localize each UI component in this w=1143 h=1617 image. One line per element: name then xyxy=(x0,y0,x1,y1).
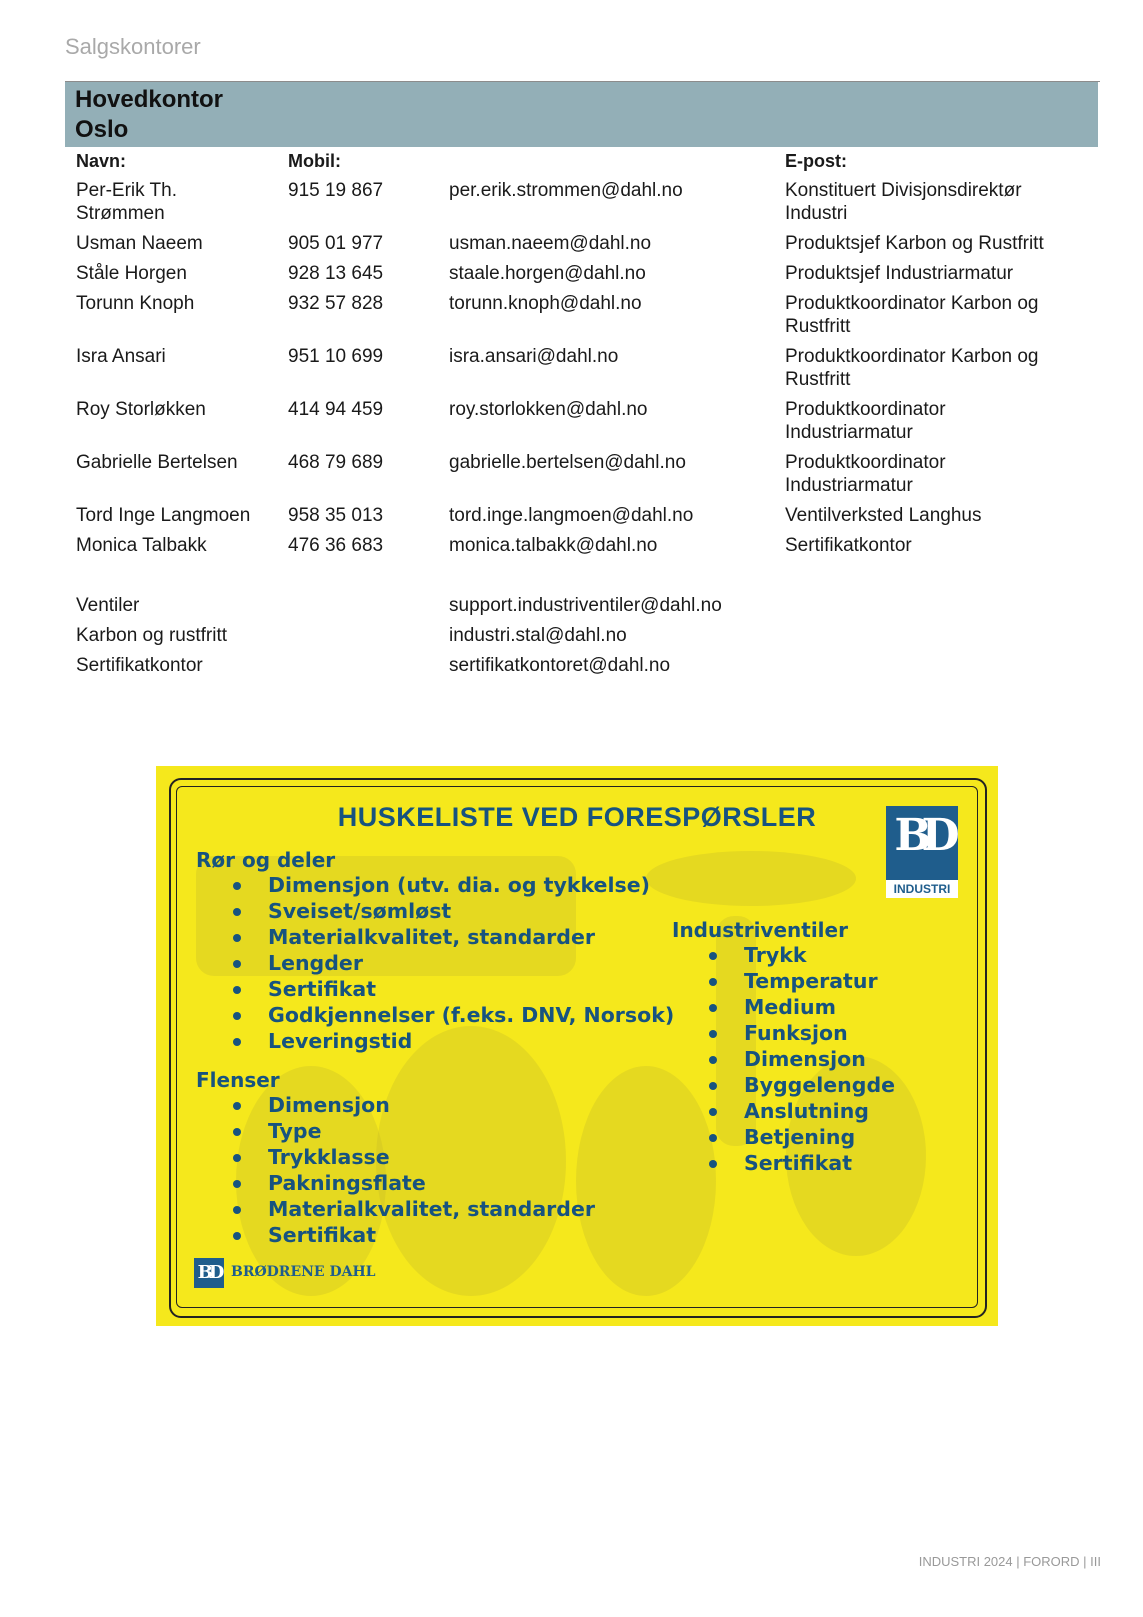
contact-email[interactable]: per.erik.strommen@dahl.no xyxy=(449,180,683,201)
department-row xyxy=(76,624,1096,654)
table-row xyxy=(76,262,1096,292)
flenser-section xyxy=(196,1068,595,1248)
list-item: Dimensjon xyxy=(672,1046,895,1072)
ror-section xyxy=(196,848,674,1054)
contact-name: Ståle Horgen xyxy=(76,263,187,284)
contact-mobile: 414 94 459 xyxy=(288,399,384,420)
contact-email[interactable]: staale.horgen@dahl.no xyxy=(449,263,646,284)
list-item: Materialkvalitet, standarder xyxy=(196,924,674,950)
department-email[interactable]: support.industriventiler@dahl.no xyxy=(449,595,722,616)
list-item: Trykklasse xyxy=(196,1144,595,1170)
list-item: Type xyxy=(196,1118,595,1144)
contact-mobile: 932 57 828 xyxy=(288,293,384,314)
list-item: Lengder xyxy=(196,950,674,976)
contact-name: Isra Ansari xyxy=(76,346,166,367)
list-item: Materialkvalitet, standarder xyxy=(196,1196,595,1222)
logo-monogram: BD xyxy=(894,810,950,861)
contact-name: Gabrielle Bertelsen xyxy=(76,452,238,473)
contact-email[interactable]: usman.naeem@dahl.no xyxy=(449,233,652,254)
header-email: E-post: xyxy=(785,151,847,171)
department-name: Ventiler xyxy=(76,595,140,616)
flenser-heading: Flenser xyxy=(196,1068,280,1092)
contact-email[interactable]: monica.talbakk@dahl.no xyxy=(449,535,658,556)
page-footer: INDUSTRI 2024 | FORORD | III xyxy=(918,1554,1101,1569)
contact-title: Ventilverksted Langhus xyxy=(785,505,982,526)
contact-mobile: 958 35 013 xyxy=(288,505,384,526)
contact-title: Produktkoordinator Industriarmatur xyxy=(785,399,946,443)
table-row xyxy=(76,345,1096,398)
table-row xyxy=(76,398,1096,451)
ventiler-list xyxy=(672,942,895,1176)
contact-mobile: 905 01 977 xyxy=(288,233,384,254)
contact-email[interactable]: roy.storlokken@dahl.no xyxy=(449,399,648,420)
contact-email[interactable]: torunn.knoph@dahl.no xyxy=(449,293,642,314)
list-item: Sertifikat xyxy=(196,976,674,1002)
list-item: Byggelengde xyxy=(672,1072,895,1098)
contact-name: Monica Talbakk xyxy=(76,535,207,556)
contact-title: Konstituert Divisjonsdirektør Industri xyxy=(785,180,1022,224)
list-item: Dimensjon xyxy=(196,1092,595,1118)
list-item: Dimensjon (utv. dia. og tykkelse) xyxy=(196,872,674,898)
contact-email[interactable]: gabrielle.bertelsen@dahl.no xyxy=(449,452,686,473)
header-name: Navn: xyxy=(76,151,127,171)
list-item: Sertifikat xyxy=(672,1150,895,1176)
contact-mobile: 928 13 645 xyxy=(288,263,384,284)
checklist-poster xyxy=(156,766,998,1326)
office-header-city: Oslo xyxy=(75,116,129,143)
contact-mobile: 468 79 689 xyxy=(288,452,384,473)
department-row xyxy=(76,594,1096,624)
department-email[interactable]: industri.stal@dahl.no xyxy=(449,625,627,646)
contact-title: Produktkoordinator Karbon og Rustfritt xyxy=(785,346,1039,390)
list-item: Sveiset/sømløst xyxy=(196,898,674,924)
contacts-table xyxy=(76,150,1096,684)
table-row xyxy=(76,292,1096,345)
list-item: Trykk xyxy=(672,942,895,968)
section-title: Salgskontorer xyxy=(65,34,201,59)
header-mobile: Mobil: xyxy=(288,151,341,171)
list-item: Godkjennelser (f.eks. DNV, Norsok) xyxy=(196,1002,674,1028)
list-item: Sertifikat xyxy=(196,1222,595,1248)
table-row xyxy=(76,451,1096,504)
contact-email[interactable]: isra.ansari@dahl.no xyxy=(449,346,619,367)
list-item: Anslutning xyxy=(672,1098,895,1124)
table-row xyxy=(76,232,1096,262)
contact-name: Torunn Knoph xyxy=(76,293,195,314)
list-item: Pakningsflate xyxy=(196,1170,595,1196)
contact-title: Produktkoordinator Industriarmatur xyxy=(785,452,946,496)
office-header-title: Hovedkontor xyxy=(75,86,224,113)
ror-list xyxy=(196,872,674,1054)
list-item: Leveringstid xyxy=(196,1028,674,1054)
contact-title: Produktsjef Industriarmatur xyxy=(785,263,1014,284)
department-email[interactable]: sertifikatkontoret@dahl.no xyxy=(449,655,671,676)
list-item: Betjening xyxy=(672,1124,895,1150)
contact-mobile: 951 10 699 xyxy=(288,346,384,367)
brand-name: BRØDRENE DAHL xyxy=(231,1264,376,1280)
contact-title: Sertifikatkontor xyxy=(785,535,912,556)
table-row xyxy=(76,179,1096,232)
table-header-row xyxy=(76,150,1096,179)
table-row xyxy=(76,534,1096,594)
list-item: Medium xyxy=(672,994,895,1020)
flenser-list xyxy=(196,1092,595,1248)
table-row xyxy=(76,504,1096,534)
ror-heading: Rør og deler xyxy=(196,848,336,872)
contact-email[interactable]: tord.inge.langmoen@dahl.no xyxy=(449,505,694,526)
contact-mobile: 915 19 867 xyxy=(288,180,384,201)
contact-title: Produktsjef Karbon og Rustfritt xyxy=(785,233,1044,254)
department-name: Karbon og rustfritt xyxy=(76,625,228,646)
contact-name: Roy Storløkken xyxy=(76,399,206,420)
contact-name: Tord Inge Langmoen xyxy=(76,505,251,526)
list-item: Temperatur xyxy=(672,968,895,994)
contact-title: Produktkoordinator Karbon og Rustfritt xyxy=(785,293,1039,337)
contact-name: Usman Naeem xyxy=(76,233,203,254)
department-row xyxy=(76,654,1096,684)
logo-label: INDUSTRI xyxy=(886,880,958,898)
ventiler-section xyxy=(672,918,895,1176)
poster-title: HUSKELISTE VED FORESPØRSLER xyxy=(337,802,817,832)
ventiler-heading: Industriventiler xyxy=(672,918,848,942)
contact-mobile: 476 36 683 xyxy=(288,535,384,556)
office-header xyxy=(65,82,1098,147)
industri-logo xyxy=(886,806,958,898)
contact-name: Per-Erik Th. Strømmen xyxy=(76,180,178,224)
department-name: Sertifikatkontor xyxy=(76,655,203,676)
list-item: Funksjon xyxy=(672,1020,895,1046)
brand-logo-small: BD xyxy=(194,1258,224,1288)
